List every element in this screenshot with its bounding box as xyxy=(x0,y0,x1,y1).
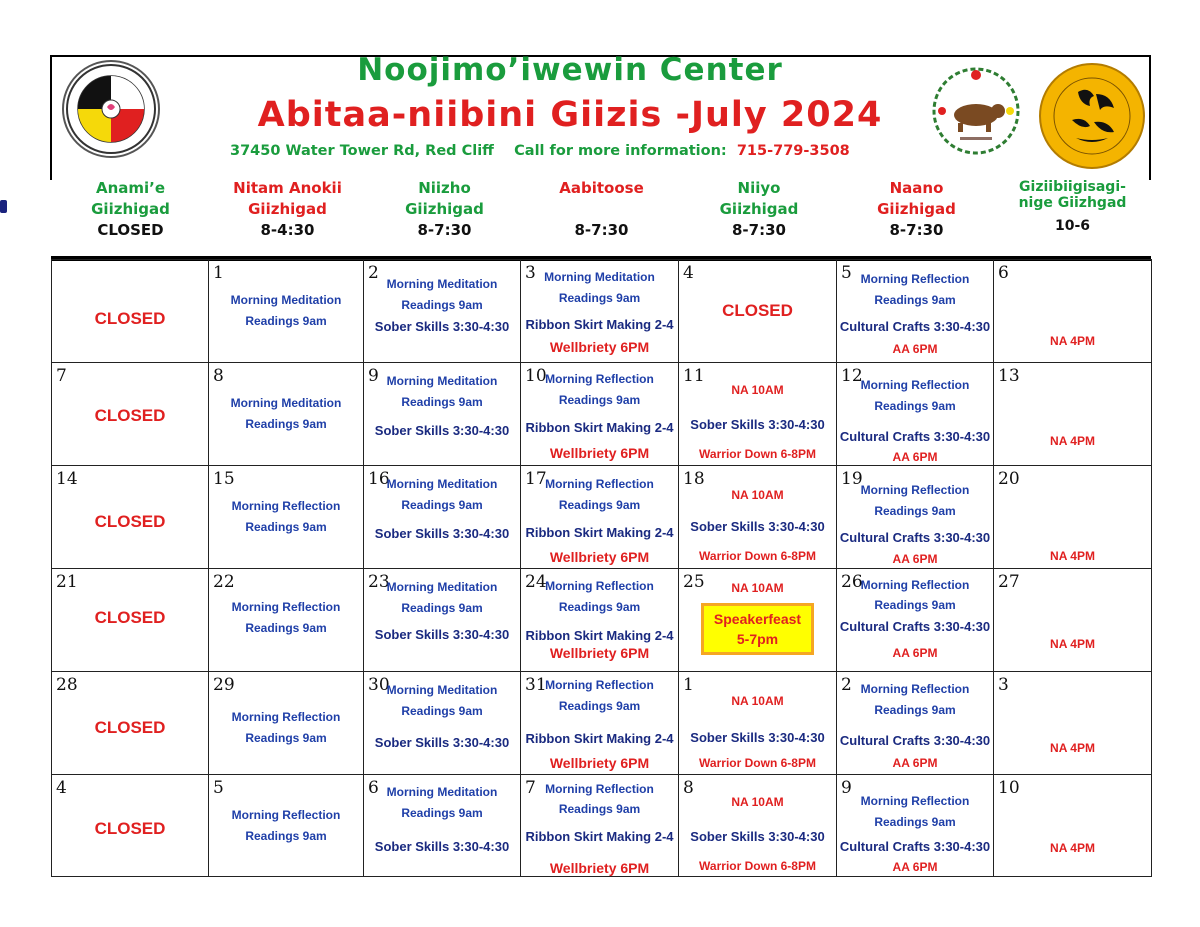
event-text: Morning Reflection xyxy=(231,600,341,614)
bear-clan-logo xyxy=(930,65,1022,157)
day-cell xyxy=(364,363,521,466)
event-text: Cultural Crafts 3:30-4:30 xyxy=(839,319,991,334)
day-hours: 10-6 xyxy=(1054,218,1091,234)
day-cell xyxy=(994,260,1152,363)
day-number: 20 xyxy=(998,469,1020,489)
day-number: 8 xyxy=(213,366,224,386)
center-name: Noojimo’iwewin Center xyxy=(357,52,783,88)
event-text: Readings 9am xyxy=(558,600,641,614)
event-text: NA 4PM xyxy=(1050,434,1095,448)
day-header xyxy=(523,178,680,242)
event-text: Morning Meditation xyxy=(386,374,498,388)
day-cell xyxy=(679,775,837,877)
event-text: NA 4PM xyxy=(1050,637,1095,651)
day-cell xyxy=(52,363,209,466)
event-text: CLOSED xyxy=(94,406,166,425)
day-number: 18 xyxy=(683,469,705,489)
event-text: Readings 9am xyxy=(401,395,483,409)
event-text: Morning Reflection xyxy=(231,710,341,724)
day-hours: CLOSED xyxy=(97,221,164,239)
event-text: Morning Meditation xyxy=(386,785,498,799)
event-text: Morning Reflection xyxy=(860,378,970,392)
address-text: 37450 Water Tower Rd, Red Cliff xyxy=(230,143,494,159)
day-cell xyxy=(209,775,364,877)
day-name: Niizho xyxy=(418,179,471,197)
tribal-seal xyxy=(1038,62,1146,170)
event-text: Readings 9am xyxy=(558,393,641,407)
day-cell xyxy=(679,260,837,363)
event-text: Wellbriety 6PM xyxy=(549,339,650,355)
day-number: 6 xyxy=(368,778,379,798)
day-cell xyxy=(994,363,1152,466)
event-text: Sober Skills 3:30-4:30 xyxy=(374,526,510,541)
event-text: Ribbon Skirt Making 2-4 xyxy=(525,628,674,643)
event-text: Morning Reflection xyxy=(545,372,654,386)
day-header xyxy=(838,178,995,242)
event-text: Wellbriety 6PM xyxy=(549,445,650,461)
day-header xyxy=(995,178,1150,242)
day-cell xyxy=(994,569,1152,672)
day-name: Anami’e xyxy=(95,179,166,197)
day-cell xyxy=(994,466,1152,569)
event-text: Wellbriety 6PM xyxy=(549,755,650,771)
event-text: Morning Reflection xyxy=(231,499,341,513)
event-text: Warrior Down 6-8PM xyxy=(699,549,816,563)
event-text: NA 4PM xyxy=(1050,741,1095,755)
event-text: NA 4PM xyxy=(1050,841,1095,855)
day-cell xyxy=(209,672,364,775)
day-name-2: nige Giizhgad xyxy=(1018,195,1127,211)
day-number: 21 xyxy=(56,572,78,592)
event-text: Cultural Crafts 3:30-4:30 xyxy=(839,839,991,854)
event-text: AA 6PM xyxy=(892,646,938,660)
day-cell xyxy=(364,260,521,363)
day-number: 9 xyxy=(368,366,379,386)
event-text: NA 4PM xyxy=(1050,334,1095,348)
day-name-2: Giizhigad xyxy=(719,200,799,218)
event-text: Sober Skills 3:30-4:30 xyxy=(374,319,510,334)
bear-icon xyxy=(930,65,1022,157)
margin-mark xyxy=(0,200,7,213)
event-text: Morning Reflection xyxy=(545,579,654,593)
day-number: 7 xyxy=(56,366,67,386)
day-number: 13 xyxy=(998,366,1020,386)
event-text: CLOSED xyxy=(94,819,166,838)
day-number: 4 xyxy=(56,778,67,798)
day-number: 5 xyxy=(213,778,224,798)
day-cell xyxy=(364,466,521,569)
week-row xyxy=(52,260,1152,363)
day-cell xyxy=(837,775,994,877)
day-cell xyxy=(994,672,1152,775)
event-text: Wellbriety 6PM xyxy=(549,860,650,876)
event-text: Readings 9am xyxy=(401,498,483,512)
day-cell xyxy=(679,363,837,466)
day-number: 3 xyxy=(525,263,536,283)
event-text: Wellbriety 6PM xyxy=(549,645,650,661)
day-name: Giziibiigisagi- xyxy=(1019,179,1126,195)
week-row xyxy=(52,363,1152,466)
day-name: Nitam Anokii xyxy=(233,179,342,197)
eagle-seal-icon xyxy=(1038,62,1146,170)
day-cell xyxy=(209,260,364,363)
center-logo xyxy=(62,60,160,158)
day-number: 24 xyxy=(525,572,547,592)
day-number: 30 xyxy=(368,675,390,695)
event-text: AA 6PM xyxy=(892,552,938,566)
event-text: Sober Skills 3:30-4:30 xyxy=(374,627,510,642)
event-text: CLOSED xyxy=(722,301,793,320)
day-cell xyxy=(209,569,364,672)
event-text: NA 10AM xyxy=(731,383,784,397)
event-text: Morning Meditation xyxy=(544,270,655,284)
day-number: 3 xyxy=(998,675,1009,695)
event-text: CLOSED xyxy=(94,718,166,737)
event-text: Cultural Crafts 3:30-4:30 xyxy=(839,619,991,634)
day-cell xyxy=(364,775,521,877)
event-text: AA 6PM xyxy=(892,450,938,464)
event-text: Warrior Down 6-8PM xyxy=(699,447,816,461)
day-number: 2 xyxy=(368,263,379,283)
day-hours: 8-7:30 xyxy=(889,221,944,239)
event-text: Morning Meditation xyxy=(230,396,342,410)
event-text: Cultural Crafts 3:30-4:30 xyxy=(839,530,991,545)
day-hours: 8-7:30 xyxy=(574,221,629,239)
speakerfeast-text: 5-7pm xyxy=(736,631,779,647)
event-text: Cultural Crafts 3:30-4:30 xyxy=(839,429,991,444)
event-text: Readings 9am xyxy=(401,704,483,718)
day-number: 29 xyxy=(213,675,235,695)
day-number: 14 xyxy=(56,469,78,489)
event-text: Morning Reflection xyxy=(860,578,970,592)
event-text: Ribbon Skirt Making 2-4 xyxy=(525,420,674,435)
day-number: 31 xyxy=(525,675,547,695)
event-text: Readings 9am xyxy=(245,731,327,745)
day-number: 23 xyxy=(368,572,390,592)
day-number: 10 xyxy=(998,778,1020,798)
event-text: Ribbon Skirt Making 2-4 xyxy=(525,317,674,332)
event-text: AA 6PM xyxy=(892,860,938,874)
day-cell xyxy=(52,775,209,877)
calendar-grid xyxy=(51,259,1152,877)
day-name: Niiyo xyxy=(737,179,781,197)
event-text: Sober Skills 3:30-4:30 xyxy=(690,417,825,432)
day-cell xyxy=(521,569,679,672)
event-text: Readings 9am xyxy=(245,520,327,534)
event-text: Sober Skills 3:30-4:30 xyxy=(690,829,825,844)
day-name: Naano xyxy=(889,179,944,197)
event-text: Readings 9am xyxy=(558,699,641,713)
day-header xyxy=(366,178,523,242)
event-text: CLOSED xyxy=(94,608,166,627)
call-text: Call for more information: xyxy=(514,143,727,159)
day-number: 28 xyxy=(56,675,78,695)
day-number: 16 xyxy=(368,469,390,489)
day-number: 2 xyxy=(841,675,852,695)
event-text: Readings 9am xyxy=(245,621,327,635)
day-header xyxy=(209,178,366,242)
event-text: AA 6PM xyxy=(892,342,938,356)
event-text: Cultural Crafts 3:30-4:30 xyxy=(839,733,991,748)
day-cell xyxy=(364,569,521,672)
event-text: Morning Reflection xyxy=(860,682,970,696)
day-number: 6 xyxy=(998,263,1009,283)
day-name: Aabitoose xyxy=(559,179,644,197)
event-text: CLOSED xyxy=(94,309,166,328)
event-text: Readings 9am xyxy=(401,298,483,312)
event-text: Morning Meditation xyxy=(386,580,498,594)
event-text: Morning Reflection xyxy=(545,782,654,796)
calendar-body xyxy=(52,260,1152,877)
event-text: Morning Meditation xyxy=(386,277,498,291)
event-text: Readings 9am xyxy=(874,504,956,518)
day-hours: 8-7:30 xyxy=(417,221,472,239)
day-cell xyxy=(837,466,994,569)
event-text: Readings 9am xyxy=(401,806,483,820)
day-cell xyxy=(994,775,1152,877)
event-text: Readings 9am xyxy=(874,293,956,307)
speakerfeast-text: Speakerfeast xyxy=(713,611,802,627)
day-name-2: Giizhigad xyxy=(91,200,170,218)
event-text: Morning Reflection xyxy=(545,678,654,692)
week-row xyxy=(52,775,1152,877)
day-number: 7 xyxy=(525,778,536,798)
month-title: Abitaa-niibini Giizis -July 2024 xyxy=(257,95,883,135)
day-number: 27 xyxy=(998,572,1020,592)
event-text: NA 10AM xyxy=(731,581,784,595)
event-text: Morning Reflection xyxy=(860,794,970,808)
day-number: 1 xyxy=(683,675,694,695)
event-text: Morning Reflection xyxy=(231,808,341,822)
event-text: Morning Meditation xyxy=(386,477,498,491)
day-number: 25 xyxy=(683,572,705,592)
day-cell xyxy=(521,363,679,466)
contact-line xyxy=(230,143,850,159)
day-cell xyxy=(209,466,364,569)
event-text: Ribbon Skirt Making 2-4 xyxy=(525,829,674,844)
day-number: 8 xyxy=(683,778,694,798)
event-text: Ribbon Skirt Making 2-4 xyxy=(525,525,674,540)
day-number: 4 xyxy=(683,263,694,283)
day-cell xyxy=(52,260,209,363)
week-row xyxy=(52,672,1152,775)
day-header xyxy=(52,178,209,242)
speakerfeast-highlight xyxy=(701,603,814,655)
event-text: Readings 9am xyxy=(874,703,956,717)
day-cell xyxy=(521,260,679,363)
event-text: Sober Skills 3:30-4:30 xyxy=(374,839,510,854)
event-text: Wellbriety 6PM xyxy=(549,549,650,565)
event-text: AA 6PM xyxy=(892,756,938,770)
day-number: 11 xyxy=(683,366,705,386)
day-cell xyxy=(679,569,837,672)
event-text: Morning Reflection xyxy=(545,477,654,491)
day-cell xyxy=(52,672,209,775)
event-text: Morning Meditation xyxy=(386,683,498,697)
event-text: Warrior Down 6-8PM xyxy=(699,859,816,873)
day-cell xyxy=(52,569,209,672)
event-text: Sober Skills 3:30-4:30 xyxy=(690,730,825,745)
day-hours: 8-4:30 xyxy=(260,221,315,239)
center-logo-icon xyxy=(64,62,158,156)
speakerfeast-wrap xyxy=(679,599,836,655)
event-text: Readings 9am xyxy=(245,829,327,843)
day-cell xyxy=(364,672,521,775)
day-cell xyxy=(521,466,679,569)
day-number: 17 xyxy=(525,469,547,489)
event-text: Readings 9am xyxy=(401,601,483,615)
day-cell xyxy=(521,672,679,775)
day-cell xyxy=(679,466,837,569)
event-text: Readings 9am xyxy=(874,815,956,829)
event-text: Readings 9am xyxy=(558,802,641,816)
week-row xyxy=(52,466,1152,569)
day-cell xyxy=(209,363,364,466)
event-text: NA 10AM xyxy=(731,694,784,708)
day-hours: 8-7:30 xyxy=(732,221,786,239)
event-text: Readings 9am xyxy=(874,598,956,612)
day-number: 19 xyxy=(841,469,863,489)
day-cell xyxy=(679,672,837,775)
day-cell xyxy=(837,260,994,363)
day-number: 5 xyxy=(841,263,852,283)
day-cell xyxy=(837,569,994,672)
event-text: Morning Reflection xyxy=(860,483,970,497)
day-number: 15 xyxy=(213,469,235,489)
event-text: NA 10AM xyxy=(731,488,784,502)
day-header xyxy=(680,178,838,242)
day-number: 1 xyxy=(213,263,224,283)
event-text: Morning Reflection xyxy=(860,272,970,286)
day-number: 12 xyxy=(841,366,863,386)
event-text: Ribbon Skirt Making 2-4 xyxy=(525,731,674,746)
event-text: Readings 9am xyxy=(245,314,327,328)
day-cell xyxy=(52,466,209,569)
event-text: Readings 9am xyxy=(558,291,641,305)
day-name-2: Giizhigad xyxy=(405,200,484,218)
event-text: NA 4PM xyxy=(1050,549,1095,563)
event-text: Readings 9am xyxy=(874,399,956,413)
day-cell xyxy=(837,363,994,466)
day-number: 26 xyxy=(841,572,863,592)
event-text: Readings 9am xyxy=(558,498,641,512)
event-text: Sober Skills 3:30-4:30 xyxy=(374,735,510,750)
day-number: 9 xyxy=(841,778,852,798)
day-name-2: Giizhigad xyxy=(248,200,327,218)
event-text: Sober Skills 3:30-4:30 xyxy=(690,519,825,534)
phone-number: 715-779-3508 xyxy=(736,143,850,159)
event-text: NA 10AM xyxy=(731,795,784,809)
event-text: Warrior Down 6-8PM xyxy=(699,756,816,770)
day-headers xyxy=(52,178,1150,242)
day-number: 10 xyxy=(525,366,547,386)
day-name-2 xyxy=(523,199,680,220)
day-number: 22 xyxy=(213,572,235,592)
event-text: Readings 9am xyxy=(245,417,327,431)
day-cell xyxy=(521,775,679,877)
day-cell xyxy=(837,672,994,775)
event-text: CLOSED xyxy=(94,512,166,531)
day-name-2: Giizhigad xyxy=(877,200,956,218)
event-text: Sober Skills 3:30-4:30 xyxy=(374,423,510,438)
week-row xyxy=(52,569,1152,672)
event-text: Morning Meditation xyxy=(230,293,342,307)
